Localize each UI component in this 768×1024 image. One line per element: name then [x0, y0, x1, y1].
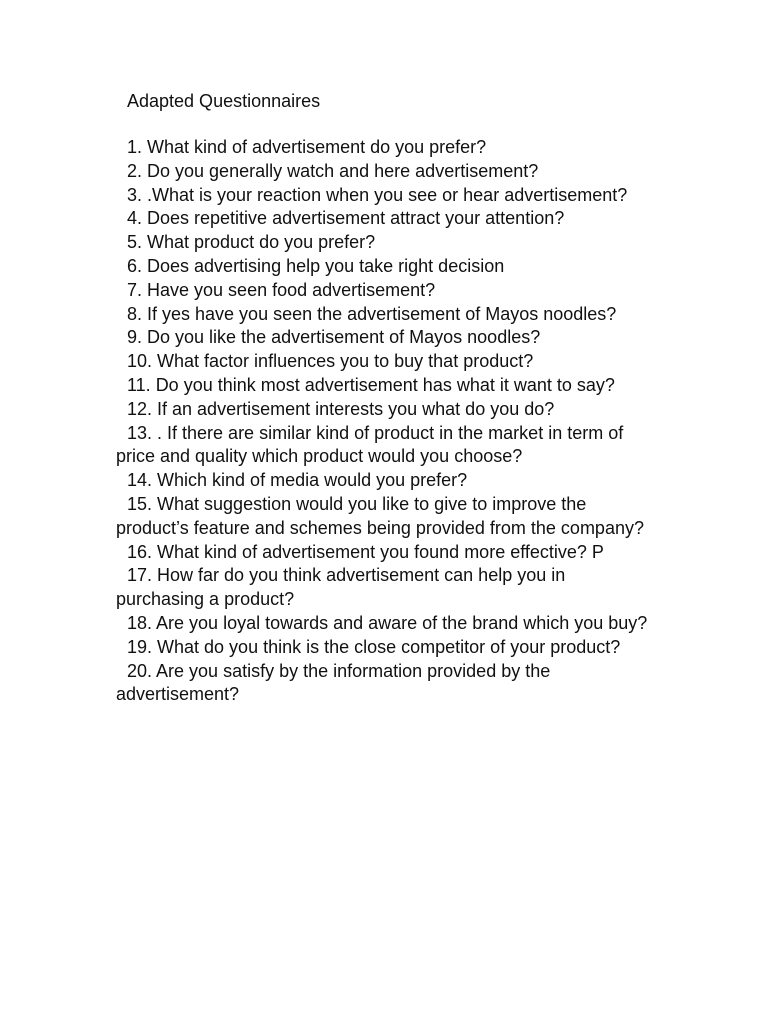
- question-item: 4. Does repetitive advertisement attract your attention?: [127, 208, 565, 229]
- question-item: 19. What do you think is the close competitor of your product?: [127, 636, 621, 657]
- question-item: 9. Do you like the advertisement of Mayos noodles?: [127, 327, 541, 348]
- question-item: 8. If yes have you seen the advertisement of Mayos noodles?: [127, 303, 617, 324]
- question-list: [116, 136, 652, 707]
- question-item: 17. How far do you think advertisement can help you in purchasing a product?: [116, 565, 566, 610]
- question-item: 16. What kind of advertisement you found more effective? P: [127, 541, 604, 562]
- question-item: 2. Do you generally watch and here advertisement?: [127, 160, 539, 181]
- question-item: 12. If an advertisement interests you what do you do?: [127, 398, 555, 419]
- question-item: 7. Have you seen food advertisement?: [127, 279, 436, 300]
- question-item: 18. Are you loyal towards and aware of the brand which you buy?: [127, 612, 648, 633]
- document-title: Adapted Questionnaires: [127, 91, 321, 111]
- question-item: 10. What factor influences you to buy that product?: [127, 351, 534, 372]
- question-item: 6. Does advertising help you take right decision: [127, 255, 505, 276]
- question-item: 1. What kind of advertisement do you prefer?: [127, 137, 487, 157]
- question-item: 20. Are you satisfy by the information provided by the advertisement?: [116, 660, 551, 705]
- question-item: 14. Which kind of media would you prefer?: [127, 470, 468, 491]
- question-item: 11. Do you think most advertisement has what it want to say?: [127, 374, 615, 395]
- question-item: 13. . If there are similar kind of product in the market in term of price and quality which product would you choose?: [116, 422, 624, 467]
- question-item: 15. What suggestion would you like to give to improve the product’s feature and schemes being provided from the company?: [116, 493, 644, 538]
- question-item: 5. What product do you prefer?: [127, 232, 376, 253]
- question-item: 3. .What is your reaction when you see or hear advertisement?: [127, 184, 628, 205]
